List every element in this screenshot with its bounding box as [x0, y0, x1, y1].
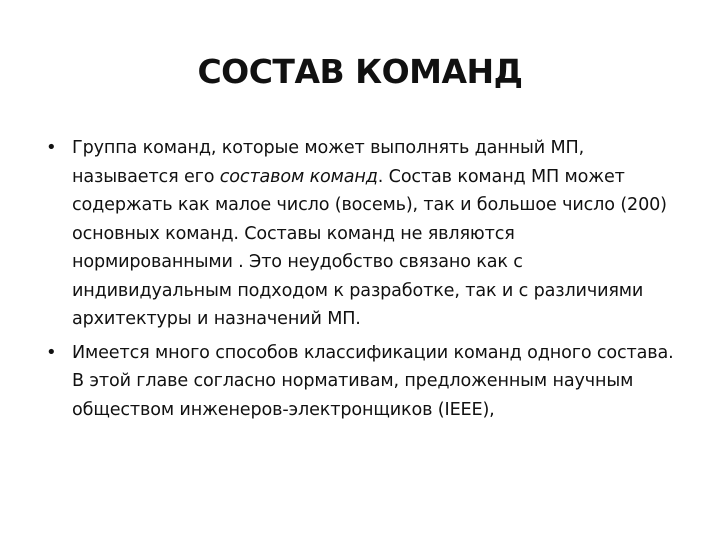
slide-title: СОСТАВ КОМАНД [197, 52, 523, 91]
bullet-marker-1: • [46, 137, 57, 158]
bullet-1-italic-term: составом команд [219, 166, 378, 187]
bullet-1-text-end: . Состав команд МП может содержать как малое число (восемь), так и большое число (200) основных команд. Составы команд не являются нормированными . Это неудобство связано как с индивидуальным подходом к разработке, так и с различиями архитектуры и назначений МП. [72, 166, 667, 329]
bullet-item-1 [46, 134, 680, 334]
bullet-list [46, 134, 680, 429]
bullet-item-2 [46, 339, 680, 425]
bullet-1-text-start: Группа команд, которые может выполнять данный МП, называется его [72, 138, 585, 187]
bullet-marker-2: • [46, 341, 57, 363]
bullet-2-text: Имеется много способов классификации команд одного состава. В этой главе согласно нормативам, предложенным научным обществом инженеров-электронщиков (IEEE), [72, 342, 674, 420]
